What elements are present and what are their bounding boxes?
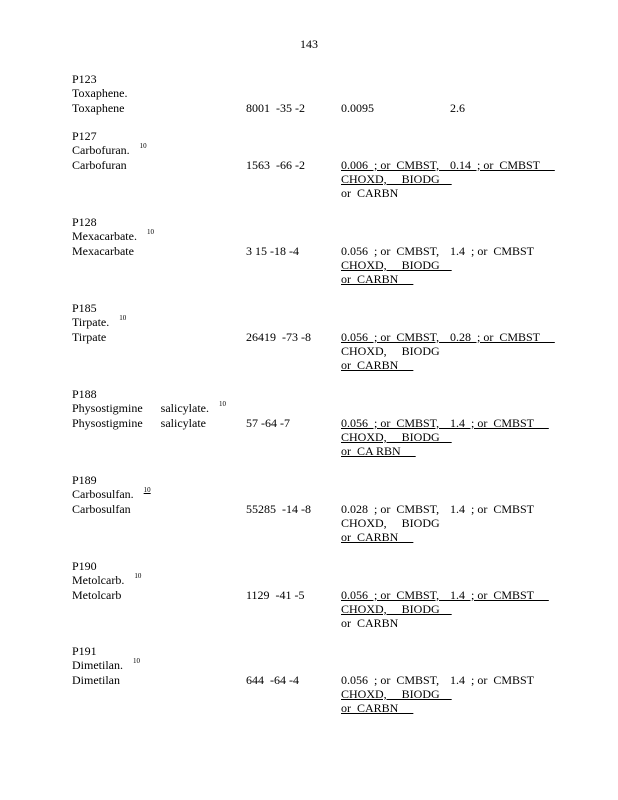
waste-code: P185	[72, 301, 97, 315]
chemical-title: Physostigmine salicylate. $^{10}$	[72, 400, 226, 416]
wastewater-line: 0.056 ; or CMBST,	[341, 587, 458, 602]
wastewater-line: or CARBN	[341, 701, 414, 716]
waste-code: P191	[72, 644, 97, 658]
wastewater-line: or CARBN	[341, 272, 414, 287]
nonwastewater-standard: 0.28 ; or CMBST	[450, 329, 555, 344]
nonwastewater-standard: 2.6	[450, 100, 465, 115]
wastewater-line: or CARBN	[341, 616, 399, 631]
wastewater-line: or CARBN	[341, 186, 399, 201]
wastewater-standard	[341, 502, 440, 545]
chemical-name: Mexacarbate	[72, 243, 134, 258]
chemical-title: Carbosulfan. $^{10}$	[72, 486, 151, 502]
wastewater-line: or CARBN	[341, 530, 414, 545]
cas-number: 3 15 -18 -4	[246, 243, 299, 258]
chemical-name: Carbosulfan	[72, 501, 131, 516]
chemical-title: Dimetilan. $^{10}$	[72, 657, 140, 673]
cas-number: 644 -64 -4	[246, 672, 299, 687]
wastewater-line: CHOXD, BIODG	[341, 343, 440, 358]
chemical-name: Metolcarb	[72, 587, 122, 602]
footnote-marker: 10	[119, 314, 127, 323]
chemical-name: Carbofuran	[72, 157, 127, 172]
cas-number: 8001 -35 -2	[246, 100, 305, 115]
wastewater-line: CHOXD, BIODG	[341, 686, 452, 701]
chemical-title: Tirpate. $^{10}$	[72, 314, 127, 330]
wastewater-line: 0.056 ; or CMBST,	[341, 415, 458, 430]
chemical-title: Mexacarbate. $^{10}$	[72, 228, 154, 244]
wastewater-line: CHOXD, BIODG	[341, 601, 452, 616]
page-number: 143	[300, 37, 318, 51]
footnote-marker: 10	[143, 486, 151, 495]
wastewater-line: CHOXD, BIODG	[341, 515, 440, 530]
wastewater-standard	[341, 244, 452, 287]
cas-number: 57 -64 -7	[246, 415, 290, 430]
nonwastewater-standard: 1.4 ; or CMBST	[450, 672, 535, 687]
chemical-name: Tirpate	[72, 329, 107, 344]
wastewater-line: 0.056 ; or CMBST,	[341, 672, 440, 687]
wastewater-line: 0.056 ; or CMBST,	[341, 329, 458, 344]
wastewater-standard	[341, 416, 457, 459]
footnote-marker: 10	[146, 228, 154, 237]
cas-number: 26419 -73 -8	[246, 329, 311, 344]
wastewater-line: 0.056 ; or CMBST,	[341, 243, 440, 258]
wastewater-standard	[341, 101, 374, 115]
chemical-title: Metolcarb. $^{10}$	[72, 572, 142, 588]
wastewater-line: 0.006 ; or CMBST,	[341, 157, 458, 172]
waste-code: P128	[72, 215, 97, 229]
footnote-marker: 10	[139, 142, 147, 151]
waste-code: P190	[72, 559, 97, 573]
nonwastewater-standard: 1.4 ; or CMBST	[450, 501, 535, 516]
nonwastewater-standard: 1.4 ; or CMBST	[450, 587, 549, 602]
chemical-title: Carbofuran. $^{10}$	[72, 142, 147, 158]
chemical-title: Toxaphene.	[72, 86, 128, 101]
waste-code: P127	[72, 129, 97, 143]
wastewater-line: 0.028 ; or CMBST,	[341, 501, 440, 516]
wastewater-standard	[341, 588, 457, 631]
chemical-name: Physostigmine salicylate	[72, 415, 206, 430]
wastewater-line: CHOXD, BIODG	[341, 171, 452, 186]
cas-number: 55285 -14 -8	[246, 501, 311, 516]
waste-code: P189	[72, 473, 97, 487]
chemical-name: Dimetilan	[72, 672, 120, 687]
cas-number: 1129 -41 -5	[246, 587, 305, 602]
footnote-marker: 10	[219, 400, 226, 409]
footnote-marker: 10	[134, 572, 142, 581]
wastewater-line: CHOXD, BIODG	[341, 429, 452, 444]
waste-code: P123	[72, 72, 97, 86]
wastewater-standard	[341, 330, 457, 373]
wastewater-line: or CA RBN	[341, 444, 416, 459]
wastewater-standard	[341, 673, 452, 716]
footnote-marker: 10	[133, 657, 140, 666]
nonwastewater-standard: 1.4 ; or CMBST	[450, 415, 549, 430]
waste-code: P188	[72, 387, 97, 401]
wastewater-line: 0.0095	[341, 100, 374, 115]
nonwastewater-standard: 0.14 ; or CMBST	[450, 157, 555, 172]
chemical-name: Toxaphene	[72, 100, 125, 115]
wastewater-line: or CARBN	[341, 358, 414, 373]
cas-number: 1563 -66 -2	[246, 157, 305, 172]
nonwastewater-standard: 1.4 ; or CMBST	[450, 243, 535, 258]
wastewater-standard	[341, 158, 457, 201]
wastewater-line: CHOXD, BIODG	[341, 257, 452, 272]
